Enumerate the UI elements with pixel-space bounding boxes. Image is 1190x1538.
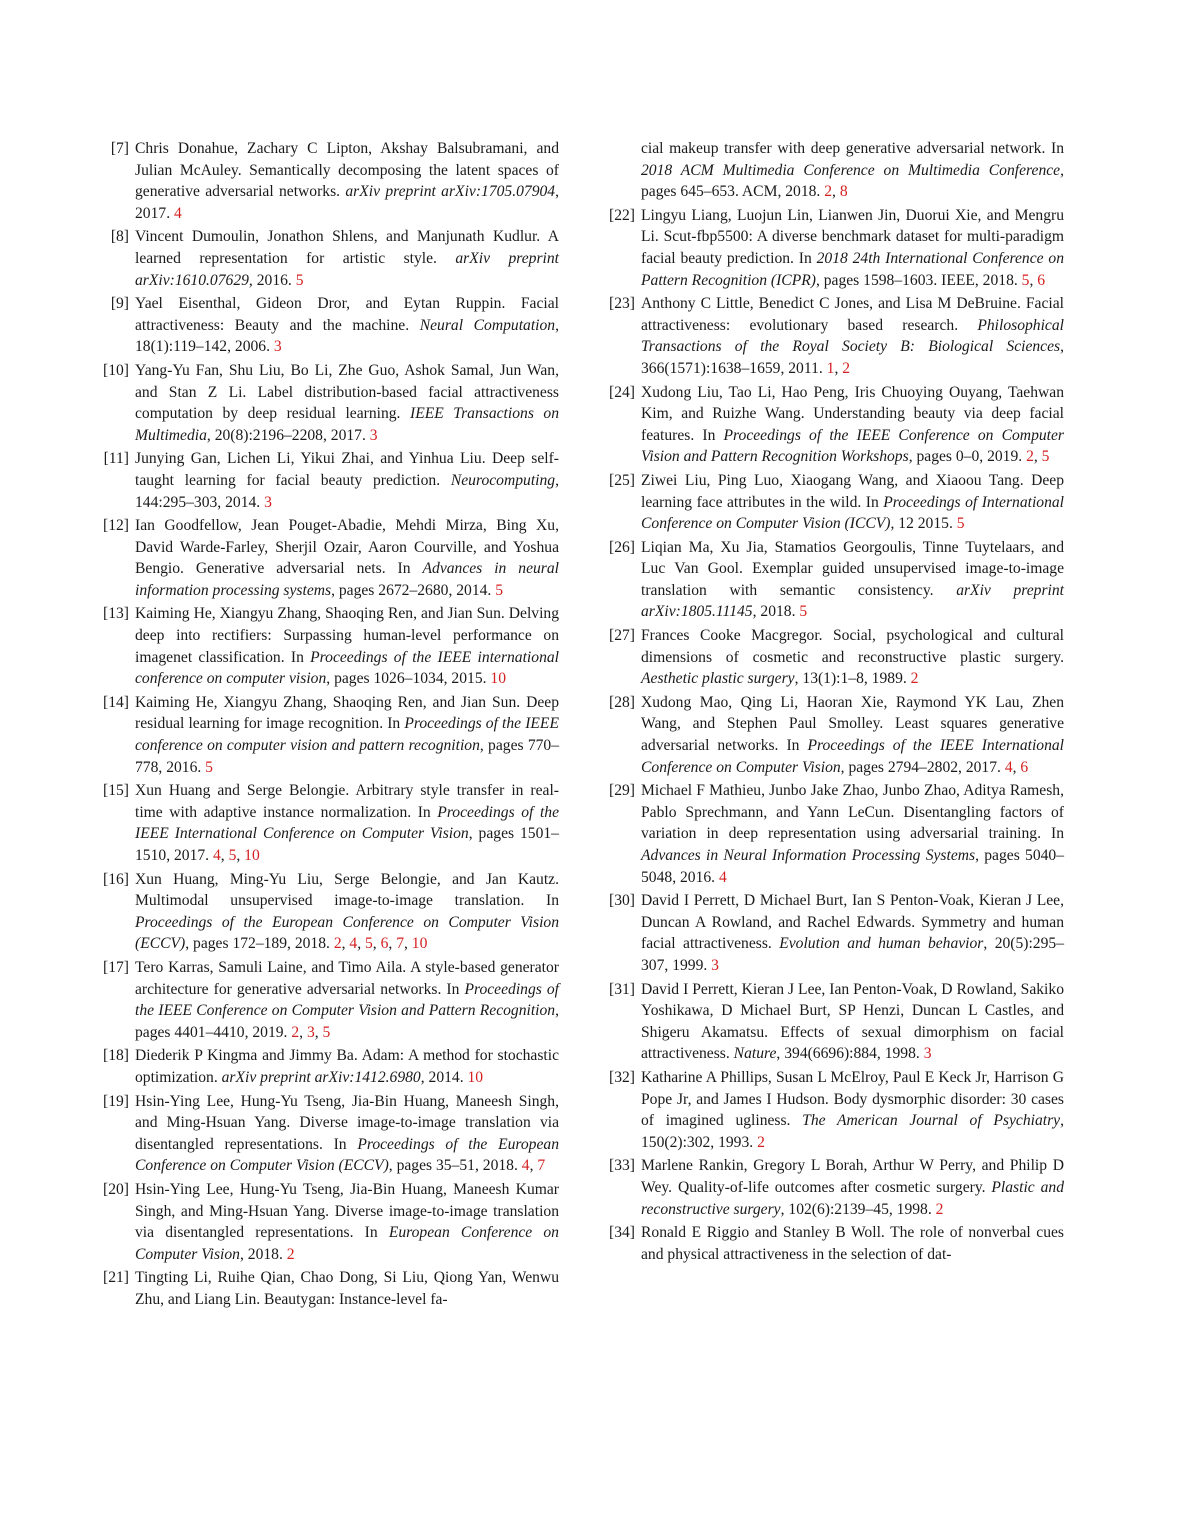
reference-details: , 102(6):2139–45, 1998. <box>780 1200 936 1218</box>
reference-text: Xudong Liu, Tao Li, Hao Peng, Iris Chuoying Ouyang, Taehwan Kim, and Ruizhe Wang. Understanding beauty via deep facial features. In <box>641 383 1064 444</box>
reference-text: Kaiming He, Xiangyu Zhang, Shaoqing Ren, and Jian Sun. Deep residual learning for image recognition. In <box>135 693 559 733</box>
reference-number: [17] <box>103 958 129 976</box>
page-backlink[interactable]: 5 <box>228 847 237 864</box>
reference-number: [11] <box>103 450 129 468</box>
reference-entry: [15] Xun Huang and Serge Belongie. Arbitrary style transfer in real-time with adaptive instance normalization. In Proceedings of the IEEE International Conference on Computer Vision, pages 1501–1510, 2017. 4, 5, 10 <box>97 780 559 866</box>
page-backlink[interactable]: 3 <box>923 1045 932 1063</box>
reference-details: , pages 35–51, 2018. <box>388 1157 522 1175</box>
reference-text: Hsin-Ying Lee, Hung-Yu Tseng, Jia-Bin Huang, Maneesh Singh, and Ming-Hsuan Yang. Diverse image-to-image translation via disentangled representations. In <box>135 1092 559 1153</box>
reference-venue: Proceedings of the European Conference on Computer Vision (ECCV) <box>135 913 559 953</box>
page-backlink[interactable]: 5 <box>365 935 373 953</box>
reference-details: , pages 0–0, 2019. <box>908 448 1027 466</box>
reference-number: [22] <box>609 206 635 224</box>
reference-number: [20] <box>103 1180 129 1198</box>
reference-number: [24] <box>609 383 635 401</box>
reference-number: [14] <box>103 693 129 711</box>
reference-text: Lingyu Liang, Luojun Lin, Lianwen Jin, Duorui Xie, and Mengru Li. Scut-fbp5500: A diverse benchmark dataset for multi-paradigm facial beauty prediction. In <box>641 206 1064 267</box>
reference-details: , 2014. <box>420 1068 468 1086</box>
page-backlink[interactable]: 3 <box>264 493 272 511</box>
reference-text: Tingting Li, Ruihe Qian, Chao Dong, Si Liu, Qiong Yan, Wenwu Zhu, and Liang Lin. Beautygan: Instance-level fa- <box>135 1269 559 1308</box>
reference-venue: arXiv preprint arXiv:1805.11145 <box>641 581 1065 621</box>
reference-number: [34] <box>609 1224 635 1242</box>
reference-entry <box>97 603 559 689</box>
reference-details: , 150(2):302, 1993. <box>641 1112 1064 1151</box>
page-backlink[interactable]: 4 <box>521 1157 530 1175</box>
page-backlink[interactable]: 3 <box>273 338 282 356</box>
reference-venue: Proceedings of the IEEE International Conference on Computer Vision <box>641 737 1065 776</box>
page-backlink[interactable]: 2 <box>910 670 919 688</box>
reference-entry <box>603 470 1064 535</box>
page-backlink[interactable]: 4 <box>173 204 182 222</box>
reference-entry <box>603 625 1064 690</box>
reference-entry: [23] Anthony C Little, Benedict C Jones, and Lisa M DeBruine. Facial attractiveness: evolutionary based research. Philosophical Transactions of the Royal Society B: Biological Sciences, 366(1571):1638–1659, 2011. 1, 2 <box>603 293 1064 379</box>
page-backlink[interactable]: 4 <box>1004 758 1013 776</box>
reference-details: , 12 2015. <box>890 515 957 533</box>
reference-text: Chris Donahue, Zachary C Lipton, Akshay Balsubramani, and Julian McAuley. Semantically decomposing the latent spaces of generative adversarial networks. <box>135 140 559 201</box>
reference-details: , 2018. <box>752 603 800 621</box>
reference-details: , 144:295–303, 2014. <box>135 471 559 511</box>
reference-details: , pages 2794–2802, 2017. <box>840 758 1005 776</box>
reference-venue: arXiv preprint arXiv:1412.6980 <box>221 1068 421 1086</box>
page-backlink[interactable]: 5 <box>1021 271 1030 289</box>
reference-entry <box>97 360 559 446</box>
page-backlink[interactable]: 2 <box>1026 448 1034 466</box>
page-backlink[interactable]: 6 <box>1020 758 1029 776</box>
reference-venue: Proceedings of International Conference on Computer Vision (ICCV) <box>641 493 1065 533</box>
reference-number: [27] <box>609 627 635 645</box>
reference-venue: Advances in Neural Information Processing Systems <box>641 847 976 864</box>
reference-venue: Nature <box>733 1045 777 1063</box>
reference-details: , 2017. <box>135 183 559 222</box>
reference-number: [18] <box>103 1047 129 1065</box>
reference-number: [33] <box>609 1157 635 1175</box>
reference-venue: Proceedings of the IEEE international conference on computer vision <box>135 648 559 688</box>
reference-entry: [19] Hsin-Ying Lee, Hung-Yu Tseng, Jia-Bin Huang, Maneesh Singh, and Ming-Hsuan Yang. Diverse image-to-image translation via disentangled representations. In Proceedings of the European Conference on Computer Vision (ECCV), pages 35–51, 2018. 4, 7 <box>97 1091 559 1177</box>
reference-venue: Aesthetic plastic surgery <box>641 670 795 688</box>
reference-number: [31] <box>609 980 635 998</box>
page-backlink[interactable]: 2 <box>842 359 851 377</box>
reference-number: [32] <box>609 1068 635 1086</box>
page-backlink[interactable]: 4 <box>718 868 727 886</box>
reference-number: [16] <box>103 870 129 888</box>
reference-details: , pages 172–189, 2018. <box>185 935 334 953</box>
reference-number: [21] <box>103 1269 129 1287</box>
reference-text: David I Perrett, Kieran J Lee, Ian Penton-Voak, D Rowland, Sakiko Yoshikawa, D Michael Burt, SP Henzi, Duncan L Castles, and Shigeru Akamatsu. Effects of sexual dimorphism on facial attractiveness. <box>641 980 1064 1063</box>
reference-number: [25] <box>609 471 635 489</box>
reference-entry <box>603 1067 1064 1153</box>
reference-text: Ronald E Riggio and Stanley B Woll. The role of nonverbal cues and physical attractiveness in the selection of dat- <box>641 1224 1064 1263</box>
page-backlink[interactable]: 6 <box>380 935 389 953</box>
reference-entry: [28] Xudong Mao, Qing Li, Haoran Xie, Raymond YK Lau, Zhen Wang, and Stephen Paul Smolley. Least squares generative adversarial networks. In Proceedings of the IEEE International Conference on Computer Vision, pages 2794–2802, 2017. 4, 6 <box>603 692 1064 778</box>
reference-entry <box>603 1222 1064 1265</box>
reference-details: , pages 4401–4410, 2019. <box>135 1002 559 1041</box>
reference-details: , 394(6696):884, 1998. <box>776 1045 924 1063</box>
reference-entry <box>603 780 1064 888</box>
reference-venue: Neurocomputing <box>450 471 556 489</box>
reference-venue: 2018 ACM Multimedia Conference on Multimedia Conference <box>641 161 1061 179</box>
reference-entry <box>97 692 559 778</box>
reference-number: [8] <box>110 228 129 246</box>
reference-venue: European Conference on Computer Vision <box>135 1224 559 1263</box>
page-backlink[interactable]: 10 <box>244 847 260 864</box>
reference-details: , pages 1598–1603. IEEE, 2018. <box>815 271 1022 289</box>
reference-text: Xun Huang, Ming-Yu Liu, Serge Belongie, and Jan Kautz. Multimodal unsupervised image-to-image translation. In <box>135 870 559 910</box>
reference-number: [30] <box>609 892 635 910</box>
page-backlink[interactable]: 4 <box>349 935 358 953</box>
reference-text: Anthony C Little, Benedict C Jones, and Lisa M DeBruine. Facial attractiveness: evolutionary based research. <box>641 295 1064 334</box>
reference-details: , pages 645–653. ACM, 2018. <box>641 161 1064 201</box>
page-backlink[interactable]: 3 <box>711 956 719 974</box>
reference-entry <box>97 138 559 224</box>
reference-details: , pages 2672–2680, 2014. <box>331 581 496 599</box>
reference-number: [26] <box>609 538 635 556</box>
reference-venue: arXiv preprint arXiv:1610.07629 <box>135 249 559 289</box>
page-backlink[interactable]: 4 <box>212 847 221 864</box>
reference-text: Kaiming He, Xiangyu Zhang, Shaoqing Ren, and Jian Sun. Delving deep into rectifiers: Surpassing human-level performance on imagenet classification. In <box>135 605 559 666</box>
reference-details: , 2016. <box>248 271 296 289</box>
reference-entry: [17] Tero Karras, Samuli Laine, and Timo Aila. A style-based generator architecture for generative adversarial networks. In Proceedings of the IEEE Conference on Computer Vision and Pattern Recognition, pages 4401–4410, 2019. 2, 3, 5 <box>97 957 559 1043</box>
reference-venue: Neural Computation <box>419 316 556 334</box>
references-left-column <box>97 138 559 1312</box>
page-backlink[interactable]: 2 <box>286 1245 295 1263</box>
reference-venue: Proceedings of the IEEE Conference on Computer Vision and Pattern Recognition Workshops <box>641 426 1064 466</box>
reference-entry <box>97 1179 559 1265</box>
reference-venue: Philosophical Transactions of the Royal Society B: Biological Sciences <box>641 316 1064 356</box>
reference-text: Liqian Ma, Xu Jia, Stamatios Georgoulis, Tinne Tuytelaars, and Luc Van Gool. Exemplar guided unsupervised image-to-image translation with semantic consistency. <box>641 538 1064 599</box>
page-backlink[interactable]: 5 <box>799 603 808 621</box>
reference-number: [19] <box>103 1092 129 1110</box>
reference-entry: [16] Xun Huang, Ming-Yu Liu, Serge Belongie, and Jan Kautz. Multimodal unsupervised image-to-image translation. In Proceedings of the European Conference on Computer Vision (ECCV), pages 172–189, 2018. 2, 4, 5, 6, 7, 10 <box>97 869 559 955</box>
reference-text: Ziwei Liu, Ping Luo, Xiaogang Wang, and Xiaoou Tang. Deep learning face attributes in the wild. In <box>641 471 1064 511</box>
reference-details: , pages 1026–1034, 2015. <box>326 670 491 688</box>
reference-venue: Proceedings of the IEEE conference on computer vision and pattern recognition <box>135 715 559 755</box>
reference-text: Frances Cooke Macgregor. Social, psychological and cultural dimensions of cosmetic and reconstructive plastic surgery. <box>641 627 1064 666</box>
references-right-column <box>603 138 1064 1267</box>
page-backlink[interactable]: 5 <box>205 758 213 776</box>
reference-details: , pages 5040–5048, 2016. <box>641 847 1065 886</box>
reference-entry: cial makeup transfer with deep generative adversarial network. In 2018 ACM Multimedia Conference on Multimedia Conference, pages 645–653. ACM, 2018. 2, 8 <box>641 140 1064 201</box>
reference-venue: The American Journal of Psychiatry <box>802 1112 1061 1130</box>
reference-entry <box>97 1045 559 1088</box>
reference-number: [13] <box>103 605 129 623</box>
reference-number: [7] <box>110 140 129 157</box>
reference-number: [10] <box>103 361 129 379</box>
reference-text: Xun Huang and Serge Belongie. Arbitrary style transfer in real-time with adaptive instance normalization. In <box>135 782 559 821</box>
reference-entry <box>97 515 559 601</box>
page-backlink[interactable]: 7 <box>537 1157 546 1175</box>
page-backlink[interactable]: 3 <box>306 1023 315 1041</box>
reference-venue: Proceedings of the European Conference on Computer Vision (ECCV) <box>135 1135 559 1175</box>
reference-text: Hsin-Ying Lee, Hung-Yu Tseng, Jia-Bin Huang, Maneesh Kumar Singh, and Ming-Hsuan Yang. Diverse image-to-image translation via disentangled representations. In <box>135 1180 559 1242</box>
reference-venue: Plastic and reconstructive surgery <box>641 1178 1064 1218</box>
reference-number: [28] <box>609 693 635 711</box>
page-backlink[interactable]: 5 <box>1041 448 1050 466</box>
reference-details: , pages 1501–1510, 2017. <box>135 825 559 864</box>
reference-text: David I Perrett, D Michael Burt, Ian S Penton-Voak, Kieran J Lee, Duncan A Rowland, and Rachel Edwards. Symmetry and human facial attractiveness. <box>641 892 1064 953</box>
reference-details: , pages 770–778, 2016. <box>135 737 560 776</box>
reference-details: , 2018. <box>239 1245 287 1263</box>
reference-text: Marlene Rankin, Gregory L Borah, Arthur W Perry, and Philip D Wey. Quality-of-life outcomes after cosmetic surgery. <box>641 1157 1064 1196</box>
reference-venue: Proceedings of the IEEE International Conference on Computer Vision <box>135 803 559 843</box>
reference-entry: [22] Lingyu Liang, Luojun Lin, Lianwen Jin, Duorui Xie, and Mengru Li. Scut-fbp5500: A diverse benchmark dataset for multi-paradigm facial beauty prediction. In 2018 24th International Conference on Pattern Recognition (ICPR), pages 1598–1603. IEEE, 2018. 5, 6 <box>603 205 1064 291</box>
reference-details: , 20(5):295–307, 1999. <box>641 935 1064 974</box>
page-backlink[interactable]: 5 <box>322 1023 331 1041</box>
reference-venue: IEEE Transactions on Multimedia <box>135 405 560 444</box>
page-backlink[interactable]: 5 <box>956 515 965 533</box>
reference-text: Tero Karras, Samuli Laine, and Timo Aila. A style-based generator architecture for generative adversarial networks. In <box>135 958 559 998</box>
reference-entry <box>97 293 559 358</box>
reference-number: [12] <box>103 517 129 535</box>
reference-details: , 18(1):119–142, 2006. <box>135 316 559 356</box>
page-backlink[interactable]: 2 <box>333 935 342 953</box>
reference-entry <box>603 537 1064 623</box>
page-backlink[interactable]: 2 <box>291 1023 300 1041</box>
reference-text: Yael Eisenthal, Gideon Dror, and Eytan Ruppin. Facial attractiveness: Beauty and the machine. <box>135 295 559 334</box>
reference-number: [29] <box>609 782 635 800</box>
page-backlink[interactable]: 10 <box>411 935 428 953</box>
page-backlink[interactable]: 3 <box>369 426 378 444</box>
page-backlink[interactable]: 2 <box>935 1200 944 1218</box>
reference-number: [15] <box>103 782 129 800</box>
reference-text: Vincent Dumoulin, Jonathon Shlens, and Manjunath Kudlur. A learned representation for artistic style. <box>135 228 559 267</box>
reference-text: Xudong Mao, Qing Li, Haoran Xie, Raymond YK Lau, Zhen Wang, and Stephen Paul Smolley. Least squares generative adversarial networks. In <box>641 693 1064 755</box>
page-backlink[interactable]: 10 <box>490 670 507 688</box>
reference-entry <box>97 1267 559 1310</box>
reference-entry <box>97 448 559 513</box>
reference-details: , 366(1571):1638–1659, 2011. <box>641 338 1064 377</box>
page-backlink[interactable]: 2 <box>824 183 833 201</box>
page-backlink[interactable]: 1 <box>826 359 835 377</box>
reference-entry <box>603 1155 1064 1220</box>
reference-venue: Evolution and human behavior <box>779 935 984 953</box>
reference-text: Diederik P Kingma and Jimmy Ba. Adam: A method for stochastic optimization. <box>135 1047 559 1086</box>
reference-entry <box>97 226 559 291</box>
reference-text: Junying Gan, Lichen Li, Yikui Zhai, and Yinhua Liu. Deep self-taught learning for facial beauty prediction. <box>135 450 559 489</box>
page-backlink[interactable]: 5 <box>495 581 504 599</box>
reference-venue: Proceedings of the IEEE Conference on Computer Vision and Pattern Recognition <box>135 980 559 1020</box>
reference-text: cial makeup transfer with deep generative adversarial network. In <box>641 140 1064 157</box>
page-backlink[interactable]: 2 <box>757 1133 765 1151</box>
page-backlink[interactable]: 6 <box>1037 271 1046 289</box>
reference-entry <box>603 890 1064 976</box>
reference-entry: [24] Xudong Liu, Tao Li, Hao Peng, Iris Chuoying Ouyang, Taehwan Kim, and Ruizhe Wang. Understanding beauty via deep facial features. In Proceedings of the IEEE Conference on Computer Vision and Pattern Recognition Workshops, pages 0–0, 2019. 2, 5 <box>603 382 1064 468</box>
reference-text: Michael F Mathieu, Junbo Jake Zhao, Junbo Zhao, Aditya Ramesh, Pablo Sprechmann, and Yann LeCun. Disentangling factors of variation in deep representation using adversarial training. In <box>641 782 1064 843</box>
reference-details: , 20(8):2196–2208, 2017. <box>206 426 370 444</box>
reference-venue: arXiv preprint arXiv:1705.07904 <box>345 183 556 201</box>
reference-text: Ian Goodfellow, Jean Pouget-Abadie, Mehdi Mirza, Bing Xu, David Warde-Farley, Sherjil Ozair, Aaron Courville, and Yoshua Bengio. Generative adversarial nets. In <box>135 517 559 578</box>
reference-entry <box>603 979 1064 1065</box>
reference-text: Katharine A Phillips, Susan L McElroy, Paul E Keck Jr, Harrison G Pope Jr, and James I Hudson. Body dysmorphic disorder: 30 cases of imagined ugliness. <box>641 1068 1064 1130</box>
reference-number: [9] <box>110 295 129 313</box>
reference-details: , 13(1):1–8, 1989. <box>794 670 911 688</box>
reference-venue: 2018 24th International Conference on Pattern Recognition (ICPR) <box>641 249 1064 289</box>
reference-venue: Advances in neural information processing systems <box>135 560 559 599</box>
reference-number: [23] <box>609 295 635 313</box>
page-backlink[interactable]: 5 <box>295 271 304 289</box>
page-backlink[interactable]: 7 <box>396 935 404 953</box>
page-backlink[interactable]: 8 <box>839 183 848 201</box>
reference-text: Yang-Yu Fan, Shu Liu, Bo Li, Zhe Guo, Ashok Samal, Jun Wan, and Stan Z Li. Label distribution-based facial attractiveness computation by deep residual learning. <box>135 361 559 423</box>
page-backlink[interactable]: 10 <box>467 1068 484 1086</box>
